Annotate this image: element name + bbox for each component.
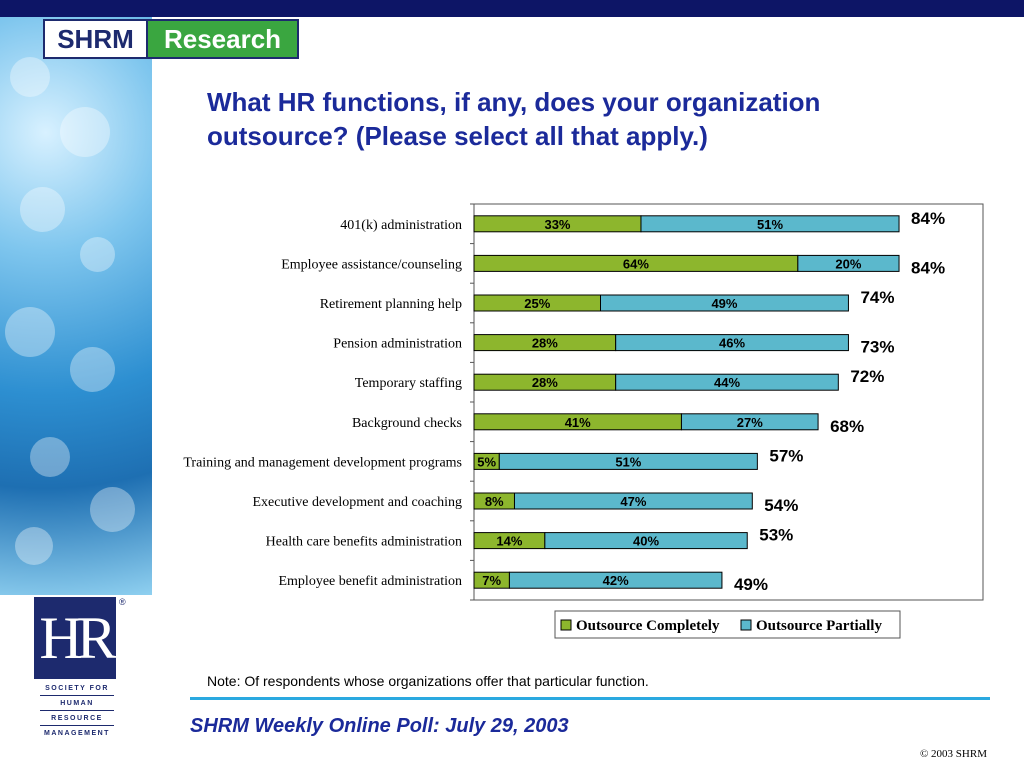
segment-label: 40% [633, 533, 660, 549]
footer-title: SHRM Weekly Online Poll: July 29, 2003 [190, 715, 569, 737]
segment-label: 28% [531, 375, 558, 391]
total-label: 57% [769, 446, 804, 466]
hr-logo-rule [40, 710, 114, 711]
category-label: Background checks [351, 415, 462, 431]
category-label: Pension administration [333, 336, 462, 352]
segment-label: 8% [484, 494, 504, 509]
total-label: 72% [850, 367, 885, 387]
hr-society-logo [34, 597, 126, 743]
registered-mark: ® [119, 597, 126, 607]
segment-label: 64% [622, 256, 649, 272]
total-label: 74% [860, 288, 895, 307]
legend-swatch-completely [561, 620, 571, 630]
segment-label: 27% [736, 414, 763, 430]
total-label: 84% [911, 258, 946, 278]
category-label: Health care benefits administration [265, 534, 462, 550]
segment-label: 33% [544, 216, 571, 232]
legend-label: Outsource Partially [756, 618, 882, 634]
segment-label: 47% [620, 494, 647, 509]
segment-label: 46% [719, 335, 746, 351]
segment-label: 44% [713, 375, 741, 391]
segment-label: 25% [524, 296, 551, 311]
segment-label: 51% [756, 216, 784, 232]
segment-label: 49% [711, 296, 738, 311]
footer-rule [190, 697, 990, 700]
total-label: 49% [733, 575, 768, 595]
shrm-logo: SHRM [43, 19, 148, 59]
category-label: Retirement planning help [319, 297, 462, 312]
segment-label: 20% [835, 256, 862, 272]
segment-label: 41% [564, 414, 591, 430]
category-label: Executive development and coaching [252, 495, 462, 510]
hr-logo-line-3: RESOURCE [51, 715, 103, 722]
total-label: 54% [764, 496, 799, 515]
hr-logo-rule [40, 695, 114, 696]
category-label: Temporary staffing [354, 376, 462, 392]
segment-label: 51% [615, 454, 642, 470]
category-label: 401(k) administration [340, 217, 462, 233]
segment-label: 42% [602, 573, 629, 589]
research-logo: Research [148, 19, 299, 59]
hr-mark: HR [34, 597, 116, 679]
segment-label: 7% [482, 573, 502, 589]
segment-label: 5% [477, 454, 497, 470]
legend-swatch-partially [741, 620, 751, 630]
legend-label: Outsource Completely [576, 618, 720, 634]
total-label: 73% [860, 337, 895, 357]
category-label: Training and management development programs [183, 455, 462, 471]
hr-logo-line-1: SOCIETY FOR [45, 685, 109, 692]
total-label: 53% [759, 525, 794, 545]
total-label: 84% [911, 208, 946, 228]
chart-note: Note: Of respondents whose organizations offer that particular function. [207, 673, 649, 689]
hr-logo-line-4: MANAGEMENT [44, 730, 110, 737]
page-title: What HR functions, if any, does your organization outsource? (Please select all that apply.) [207, 87, 821, 151]
category-label: Employee assistance/counseling [281, 257, 462, 273]
segment-label: 28% [531, 335, 558, 351]
total-label: 68% [830, 416, 865, 436]
hr-logo-rule [40, 725, 114, 726]
segment-label: 14% [496, 533, 523, 549]
hr-logo-line-2: HUMAN [60, 700, 94, 707]
category-label: Employee benefit administration [278, 574, 462, 590]
copyright: © 2003 SHRM [919, 748, 987, 760]
